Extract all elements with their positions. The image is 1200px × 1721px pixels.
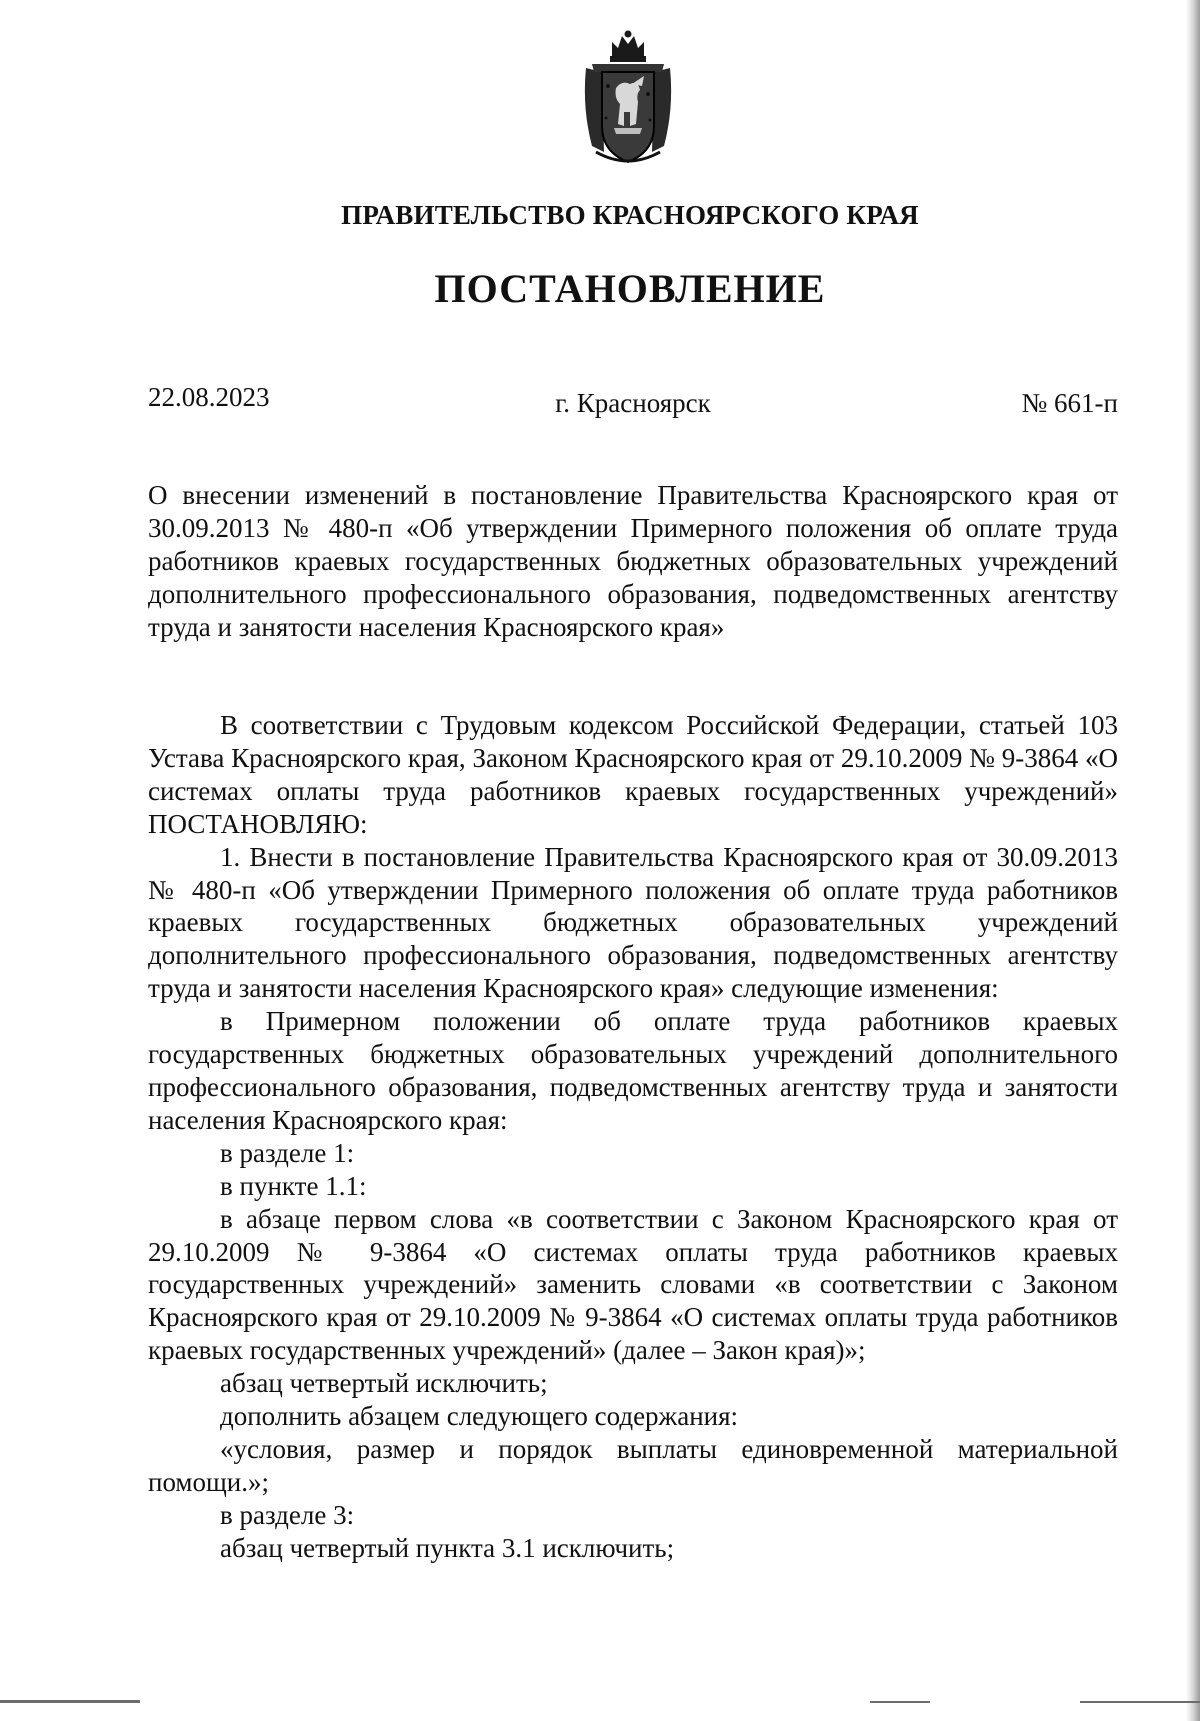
scan-speck — [0, 1700, 140, 1703]
document-meta-row — [148, 382, 1118, 418]
body-paragraph: в абзаце первом слова «в соответствии с Законом Красноярского края от 29.10.2009 № 9-3864 «О системах оплаты труда работников краевых государственных учреждений» заменить словами «в соответствии с Законом Красноярского края от 29.10.2009 № 9-3864 «О системах оплаты труда работников краевых государственных учреждений» (далее – Закон края)»; — [148, 1203, 1118, 1366]
document-number: № 661-п — [1021, 388, 1118, 418]
document-city: г. Красноярск — [555, 388, 711, 418]
body-paragraph: абзац четвертый пункта 3.1 исключить; — [220, 1532, 675, 1563]
body-paragraph: В соответствии с Трудовым кодексом Российской Федерации, статьей 103 Устава Красноярского края, Законом Красноярского края от 29.10.2009 № 9-3864 «О системах оплаты труда работников краевых государственных учреждений» ПОСТАНОВЛЯЮ: — [148, 710, 1118, 839]
krasnoyarsk-coat-of-arms-icon — [578, 28, 678, 168]
body-paragraph: в пункте 1.1: — [220, 1170, 367, 1201]
body-paragraph: 1. Внести в постановление Правительства Красноярского края от 30.09.2013 № 480-п «Об утверждении Примерного положения об оплате труда работников краевых государственных бюджетных образовательных учреждений дополнительного профессионального образования, подведомственных агентству труда и занятости населения Красноярского края» следующие изменения: — [148, 841, 1118, 1004]
document-date: 22.08.2023 — [148, 382, 270, 412]
body-paragraph: в разделе 1: — [220, 1137, 355, 1168]
scan-speck — [1080, 1701, 1200, 1703]
scan-speck — [870, 1701, 930, 1703]
document-subject — [148, 479, 1118, 644]
document-body — [148, 709, 1118, 1565]
body-paragraph: дополнить абзацем следующего содержания: — [220, 1401, 739, 1432]
body-paragraph: абзац четвертый исключить; — [220, 1368, 548, 1399]
document-type-title: ПОСТАНОВЛЕНИЕ — [434, 266, 826, 311]
scan-edge-shadow — [1186, 0, 1200, 1721]
body-paragraph: «условия, размер и порядок выплаты единовременной материальной помощи.»; — [148, 1433, 1118, 1497]
organization-title: ПРАВИТЕЛЬСТВО КРАСНОЯРСКОГО КРАЯ — [341, 200, 919, 230]
subject-paragraph: О внесении изменений в постановление Правительства Красноярского края от 30.09.2013 № 480-п «Об утверждении Примерного положения об оплате труда работников краевых государственных бюджетных образовательных учреждений дополнительного профессионального образования, подведомственных агентству труда и занятости населения Красноярского края» — [148, 480, 1118, 642]
body-paragraph: в разделе 3: — [220, 1499, 355, 1530]
body-paragraph: в Примерном положении об оплате труда работников краевых государственных бюджетных образовательных учреждений дополнительного профессионального образования, подведомственных агентству труда и занятости населения Красноярского края: — [148, 1006, 1118, 1135]
